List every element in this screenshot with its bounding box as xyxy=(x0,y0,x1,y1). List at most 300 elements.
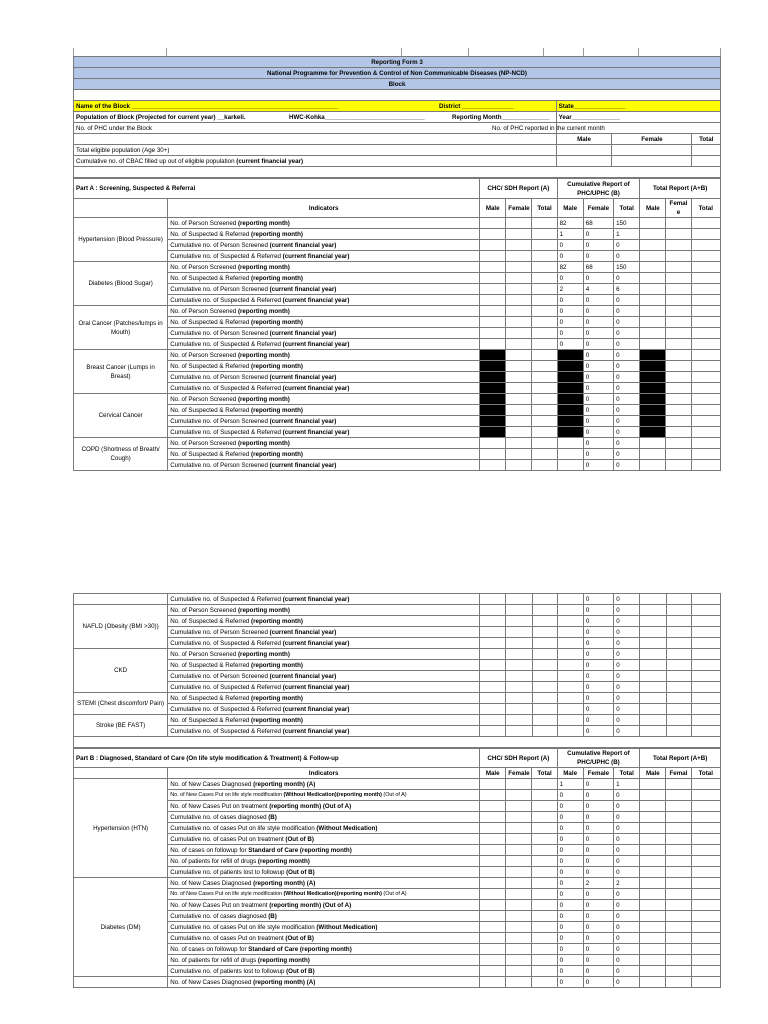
value-cell-total-ab[interactable] xyxy=(691,823,720,834)
value-cell-total-a[interactable] xyxy=(532,933,557,944)
value-cell-male-ab[interactable] xyxy=(640,460,666,471)
value-cell-total-b[interactable]: 0 xyxy=(614,922,640,933)
value-cell-female-ab[interactable] xyxy=(666,966,691,977)
value-cell-total-ab[interactable] xyxy=(691,306,720,317)
value-cell-male-b[interactable]: 1 xyxy=(557,229,583,240)
value-cell-total-b[interactable]: 0 xyxy=(614,704,640,715)
value-cell-male-a[interactable] xyxy=(480,616,506,627)
value-cell-total-ab[interactable] xyxy=(691,240,720,251)
value-cell-male-ab[interactable] xyxy=(640,801,666,812)
value-cell-female-ab[interactable] xyxy=(666,715,691,726)
value-cell-female-a[interactable] xyxy=(506,900,532,911)
value-cell-total-ab[interactable] xyxy=(691,317,720,328)
value-cell-male-b[interactable]: 82 xyxy=(557,262,583,273)
value-cell-total-ab[interactable] xyxy=(691,845,720,856)
value-cell-total-b[interactable]: 0 xyxy=(614,812,640,823)
value-cell-total-ab[interactable] xyxy=(691,251,720,262)
value-cell-total-b[interactable]: 0 xyxy=(614,660,640,671)
value-cell-male-ab[interactable] xyxy=(640,317,666,328)
value-cell-total-a[interactable] xyxy=(532,911,557,922)
value-cell-female-b[interactable]: 0 xyxy=(583,449,613,460)
value-cell-male-ab[interactable] xyxy=(640,911,666,922)
value-cell-female-ab[interactable] xyxy=(666,627,691,638)
value-cell-female-a[interactable] xyxy=(506,350,532,361)
value-cell-male-a[interactable] xyxy=(480,251,506,262)
value-cell-male-a[interactable] xyxy=(480,801,506,812)
value-cell-total-ab[interactable] xyxy=(691,328,720,339)
value-cell-female-ab[interactable] xyxy=(666,284,691,295)
value-cell-male-b[interactable]: 0 xyxy=(557,834,583,845)
value-cell-female-a[interactable] xyxy=(506,726,532,737)
value-cell-total-a[interactable] xyxy=(532,394,557,405)
value-cell-female-b[interactable]: 0 xyxy=(583,911,613,922)
value-cell-male-ab[interactable] xyxy=(640,726,666,737)
value-cell-male-ab[interactable] xyxy=(640,812,666,823)
value-cell-female-b[interactable]: 0 xyxy=(583,229,613,240)
value-cell-total-ab[interactable] xyxy=(691,779,720,790)
value-cell-male-a[interactable] xyxy=(480,867,506,878)
value-cell-female-ab[interactable] xyxy=(666,438,691,449)
value-cell-total-ab[interactable] xyxy=(691,660,720,671)
value-cell-female-a[interactable] xyxy=(506,977,532,988)
value-cell-female-ab[interactable] xyxy=(666,383,691,394)
value-cell-total-a[interactable] xyxy=(532,350,557,361)
value-cell-male-a[interactable] xyxy=(480,944,506,955)
value-cell-total-b[interactable]: 0 xyxy=(614,251,640,262)
value-cell-male-a[interactable] xyxy=(480,605,506,616)
value-cell-total-ab[interactable] xyxy=(691,922,720,933)
value-cell-female-ab[interactable] xyxy=(666,460,691,471)
value-cell-male-a[interactable] xyxy=(480,779,506,790)
value-cell[interactable]: 0 xyxy=(583,594,613,605)
value-cell-male-a[interactable] xyxy=(480,671,506,682)
value-cell-female-a[interactable] xyxy=(506,460,532,471)
value-cell-male-b[interactable]: 0 xyxy=(557,977,583,988)
value-cell-total-a[interactable] xyxy=(532,218,557,229)
value-cell-female-b[interactable]: 0 xyxy=(583,922,613,933)
value-cell-male-a[interactable] xyxy=(480,704,506,715)
value-cell-female-b[interactable]: 0 xyxy=(583,372,613,383)
value-cell-male-ab[interactable] xyxy=(640,867,666,878)
value-cell-male-b[interactable]: 0 xyxy=(557,845,583,856)
value-cell-total-b[interactable]: 0 xyxy=(614,317,640,328)
value-cell-total-ab[interactable] xyxy=(691,671,720,682)
value-cell-total-b[interactable]: 0 xyxy=(614,394,640,405)
value-cell-female-a[interactable] xyxy=(506,317,532,328)
value-cell-total-b[interactable]: 0 xyxy=(614,889,640,900)
value-cell-female-a[interactable] xyxy=(506,955,532,966)
value-cell-male-a[interactable] xyxy=(480,790,506,801)
value-cell-male-b[interactable] xyxy=(557,726,583,737)
value-cell-male-b[interactable]: 0 xyxy=(557,240,583,251)
value-cell-female-b[interactable]: 0 xyxy=(583,715,613,726)
value-cell-male-b[interactable] xyxy=(557,660,583,671)
value-cell-male-b[interactable]: 0 xyxy=(557,823,583,834)
value-cell-male-a[interactable] xyxy=(480,682,506,693)
value-cell-total-b[interactable]: 0 xyxy=(614,682,640,693)
value-cell-female-ab[interactable] xyxy=(666,229,691,240)
value-cell-male-b[interactable]: 0 xyxy=(557,856,583,867)
value-cell-female-a[interactable] xyxy=(506,867,532,878)
value-cell-male-ab[interactable] xyxy=(640,779,666,790)
value-cell-female-b[interactable]: 0 xyxy=(583,405,613,416)
value-cell-male-ab[interactable] xyxy=(640,273,666,284)
value-cell-total-b[interactable]: 0 xyxy=(614,834,640,845)
value-cell-total-b[interactable]: 2 xyxy=(614,878,640,889)
value-cell-female-ab[interactable] xyxy=(666,328,691,339)
value-cell-female-b[interactable]: 2 xyxy=(583,878,613,889)
value-cell-total-b[interactable]: 0 xyxy=(614,449,640,460)
value-cell-total-b[interactable]: 0 xyxy=(614,790,640,801)
value-cell-female-ab[interactable] xyxy=(666,834,691,845)
value-cell-total-b[interactable]: 0 xyxy=(614,900,640,911)
value-cell-female-a[interactable] xyxy=(506,911,532,922)
value-cell-female-a[interactable] xyxy=(506,306,532,317)
value-cell-total-b[interactable]: 0 xyxy=(614,856,640,867)
value-cell-female-a[interactable] xyxy=(506,449,532,460)
value-cell-female-b[interactable]: 0 xyxy=(583,460,613,471)
hwc-field[interactable]: HWC-Kohka_____________________________ xyxy=(289,113,425,121)
value-cell-female-b[interactable]: 0 xyxy=(583,273,613,284)
value-cell-total-b[interactable]: 0 xyxy=(614,372,640,383)
value-cell-female-b[interactable]: 0 xyxy=(583,317,613,328)
value-cell-female-ab[interactable] xyxy=(666,616,691,627)
value-cell-male-b[interactable]: 0 xyxy=(557,790,583,801)
value-cell-male-ab[interactable] xyxy=(640,671,666,682)
value-cell-total-a[interactable] xyxy=(532,704,557,715)
value-cell-total-b[interactable]: 0 xyxy=(614,416,640,427)
value-cell-male-a[interactable] xyxy=(480,627,506,638)
value-cell-total-ab[interactable] xyxy=(691,812,720,823)
value-cell[interactable] xyxy=(480,594,506,605)
value-cell-female-ab[interactable] xyxy=(666,779,691,790)
value-cell-female-b[interactable]: 0 xyxy=(583,350,613,361)
value-cell-female-ab[interactable] xyxy=(666,372,691,383)
value-cell-total-b[interactable]: 0 xyxy=(614,955,640,966)
value-cell-total-ab[interactable] xyxy=(691,284,720,295)
value-cell-total-b[interactable]: 0 xyxy=(614,715,640,726)
value-cell-total-a[interactable] xyxy=(532,801,557,812)
value-cell-total-b[interactable]: 0 xyxy=(614,693,640,704)
value-cell-male-ab[interactable] xyxy=(640,616,666,627)
value-cell-total-b[interactable]: 0 xyxy=(614,438,640,449)
value-cell-total-a[interactable] xyxy=(532,900,557,911)
value-cell-female-a[interactable] xyxy=(506,649,532,660)
value-cell-male-b[interactable] xyxy=(557,638,583,649)
value-cell-total-a[interactable] xyxy=(532,649,557,660)
value-cell-total-a[interactable] xyxy=(532,229,557,240)
value-cell-total-ab[interactable] xyxy=(691,295,720,306)
value-cell-female-b[interactable]: 0 xyxy=(583,671,613,682)
value-cell-female-ab[interactable] xyxy=(666,812,691,823)
value-cell-female-b[interactable]: 0 xyxy=(583,306,613,317)
value-cell-female-b[interactable]: 0 xyxy=(583,339,613,350)
value-cell-female-a[interactable] xyxy=(506,878,532,889)
value-cell-male-b[interactable]: 0 xyxy=(557,339,583,350)
value-cell-female-b[interactable]: 0 xyxy=(583,856,613,867)
value-cell-female-a[interactable] xyxy=(506,889,532,900)
value-cell-male-ab[interactable] xyxy=(640,889,666,900)
value-cell-male-a[interactable] xyxy=(480,295,506,306)
value-cell-total-a[interactable] xyxy=(532,812,557,823)
value-cell-female-ab[interactable] xyxy=(666,339,691,350)
value-cell-male-ab[interactable] xyxy=(640,878,666,889)
value-cell-total-a[interactable] xyxy=(532,867,557,878)
value-cell-total-a[interactable] xyxy=(532,790,557,801)
value-cell-male-b[interactable] xyxy=(557,605,583,616)
value-cell-total-ab[interactable] xyxy=(691,616,720,627)
value-cell-female-a[interactable] xyxy=(506,273,532,284)
value-cell-total-ab[interactable] xyxy=(691,627,720,638)
value-cell-total-a[interactable] xyxy=(532,295,557,306)
value-cell-male-ab[interactable] xyxy=(640,328,666,339)
value-cell-female-a[interactable] xyxy=(506,660,532,671)
value-cell-total-ab[interactable] xyxy=(691,682,720,693)
value-cell-total-a[interactable] xyxy=(532,845,557,856)
value-cell-male-ab[interactable] xyxy=(640,845,666,856)
value-cell-total-b[interactable]: 0 xyxy=(614,944,640,955)
value-cell-male-a[interactable] xyxy=(480,660,506,671)
value-cell-male-b[interactable]: 0 xyxy=(557,955,583,966)
value-cell-total-b[interactable]: 0 xyxy=(614,823,640,834)
value-cell-total-a[interactable] xyxy=(532,779,557,790)
year-field[interactable]: Year______________ xyxy=(556,112,720,123)
value-cell-total-ab[interactable] xyxy=(691,955,720,966)
value-cell-male-b[interactable]: 0 xyxy=(557,966,583,977)
value-cell-total-a[interactable] xyxy=(532,922,557,933)
value-cell-female-b[interactable]: 0 xyxy=(583,726,613,737)
value-cell-female-b[interactable]: 0 xyxy=(583,779,613,790)
value-cell-female-b[interactable]: 0 xyxy=(583,649,613,660)
value-cell-male-ab[interactable] xyxy=(640,977,666,988)
value-cell-male-b[interactable]: 0 xyxy=(557,801,583,812)
value-cell-female-ab[interactable] xyxy=(666,922,691,933)
value-cell-female-b[interactable]: 0 xyxy=(583,383,613,394)
value-cell-total-ab[interactable] xyxy=(691,649,720,660)
value-cell-total-ab[interactable] xyxy=(691,427,720,438)
value-cell-male-a[interactable] xyxy=(480,306,506,317)
value-cell-male-ab[interactable] xyxy=(640,693,666,704)
value-cell-total-b[interactable]: 0 xyxy=(614,339,640,350)
value-cell-total-b[interactable]: 0 xyxy=(614,867,640,878)
value-cell-female-a[interactable] xyxy=(506,966,532,977)
value-cell-male-b[interactable] xyxy=(557,671,583,682)
value-cell-total-a[interactable] xyxy=(532,889,557,900)
value-cell-female-a[interactable] xyxy=(506,944,532,955)
value-cell-female-a[interactable] xyxy=(506,605,532,616)
value-cell-total-b[interactable]: 0 xyxy=(614,427,640,438)
value-cell-total-b[interactable]: 0 xyxy=(614,273,640,284)
value-cell-female-a[interactable] xyxy=(506,240,532,251)
value-cell-total-a[interactable] xyxy=(532,977,557,988)
value-cell-female-a[interactable] xyxy=(506,682,532,693)
value-cell-male-a[interactable] xyxy=(480,649,506,660)
value-cell-male-ab[interactable] xyxy=(640,438,666,449)
value-cell-male-b[interactable] xyxy=(557,693,583,704)
value-cell-male-b[interactable] xyxy=(557,682,583,693)
value-cell-total-a[interactable] xyxy=(532,416,557,427)
value-cell-female-a[interactable] xyxy=(506,922,532,933)
value-cell-female-ab[interactable] xyxy=(666,660,691,671)
value-cell-total-b[interactable]: 0 xyxy=(614,328,640,339)
value-cell-total-a[interactable] xyxy=(532,460,557,471)
value-cell-total-b[interactable]: 0 xyxy=(614,649,640,660)
value-cell-male-b[interactable] xyxy=(557,449,583,460)
value-cell-female-a[interactable] xyxy=(506,834,532,845)
value-cell-total-ab[interactable] xyxy=(691,638,720,649)
value-cell-female-ab[interactable] xyxy=(666,955,691,966)
value-cell-total-a[interactable] xyxy=(532,605,557,616)
value-cell-total-b[interactable]: 6 xyxy=(614,284,640,295)
value-cell-female-b[interactable]: 0 xyxy=(583,900,613,911)
value-cell-total-b[interactable]: 150 xyxy=(614,218,640,229)
value-cell-total-ab[interactable] xyxy=(691,715,720,726)
value-cell-male-a[interactable] xyxy=(480,460,506,471)
value-cell-male-a[interactable] xyxy=(480,966,506,977)
value-cell-total-a[interactable] xyxy=(532,372,557,383)
value-cell-female-b[interactable]: 0 xyxy=(583,638,613,649)
value-cell-male-a[interactable] xyxy=(480,955,506,966)
value-cell-female-a[interactable] xyxy=(506,394,532,405)
value-cell-total-a[interactable] xyxy=(532,856,557,867)
value-cell-total-b[interactable]: 0 xyxy=(614,966,640,977)
value-cell-total-a[interactable] xyxy=(532,944,557,955)
value-cell-male-ab[interactable] xyxy=(640,649,666,660)
value-cell-female-ab[interactable] xyxy=(666,933,691,944)
value-cell-total-b[interactable]: 0 xyxy=(614,361,640,372)
value-cell-female-b[interactable]: 0 xyxy=(583,845,613,856)
district-field[interactable]: District _______________ xyxy=(439,102,514,110)
value-cell-total-ab[interactable] xyxy=(691,394,720,405)
value-cell[interactable] xyxy=(532,594,557,605)
value-cell[interactable] xyxy=(691,594,720,605)
value-cell-male-a[interactable] xyxy=(480,834,506,845)
value-cell-male-ab[interactable] xyxy=(640,339,666,350)
value-cell-female-ab[interactable] xyxy=(666,704,691,715)
value-cell-total-ab[interactable] xyxy=(691,605,720,616)
value-cell-female-ab[interactable] xyxy=(666,944,691,955)
value-cell-total-ab[interactable] xyxy=(691,405,720,416)
value-cell-male-a[interactable] xyxy=(480,922,506,933)
value-cell-male-a[interactable] xyxy=(480,977,506,988)
value-cell-male-a[interactable] xyxy=(480,856,506,867)
value-cell-male-ab[interactable] xyxy=(640,933,666,944)
value-cell-total-a[interactable] xyxy=(532,405,557,416)
value-cell-male-b[interactable] xyxy=(557,649,583,660)
value-cell-female-a[interactable] xyxy=(506,790,532,801)
value-cell-female-a[interactable] xyxy=(506,284,532,295)
value-cell-female-b[interactable]: 68 xyxy=(583,262,613,273)
value-cell-male-a[interactable] xyxy=(480,900,506,911)
value-cell-male-ab[interactable] xyxy=(640,262,666,273)
value-cell-total-a[interactable] xyxy=(532,878,557,889)
value-cell-total-a[interactable] xyxy=(532,317,557,328)
value-cell-male-ab[interactable] xyxy=(640,284,666,295)
value-cell-female-b[interactable]: 0 xyxy=(583,801,613,812)
value-cell-female-b[interactable]: 0 xyxy=(583,693,613,704)
value-cell-total-ab[interactable] xyxy=(691,361,720,372)
value-cell-male-b[interactable] xyxy=(557,704,583,715)
value-cell-female-b[interactable]: 0 xyxy=(583,438,613,449)
value-cell-total-a[interactable] xyxy=(532,627,557,638)
value-cell-female-a[interactable] xyxy=(506,295,532,306)
value-cell-total-a[interactable] xyxy=(532,273,557,284)
value-cell-male-b[interactable]: 2 xyxy=(557,284,583,295)
value-cell-total-a[interactable] xyxy=(532,361,557,372)
value-cell-total-b[interactable]: 0 xyxy=(614,295,640,306)
value-cell-male-b[interactable]: 0 xyxy=(557,889,583,900)
value-cell-male-ab[interactable] xyxy=(640,218,666,229)
value-cell-total-ab[interactable] xyxy=(691,966,720,977)
value-cell-female-a[interactable] xyxy=(506,438,532,449)
value-cell-female-a[interactable] xyxy=(506,704,532,715)
value-cell-male-ab[interactable] xyxy=(640,834,666,845)
value-cell-female-a[interactable] xyxy=(506,405,532,416)
value-cell-female-ab[interactable] xyxy=(666,317,691,328)
value-cell-female-ab[interactable] xyxy=(666,273,691,284)
value-cell-female-ab[interactable] xyxy=(666,427,691,438)
value-cell-total-ab[interactable] xyxy=(691,726,720,737)
block-name-field[interactable]: Name of the Block ____________________________________________________________ District _______________ xyxy=(74,101,557,112)
value-cell-female-ab[interactable] xyxy=(666,671,691,682)
value-cell-female-b[interactable]: 0 xyxy=(583,682,613,693)
value-cell-female-b[interactable]: 0 xyxy=(583,867,613,878)
value-cell-male-b[interactable]: 0 xyxy=(557,922,583,933)
value-cell-female-ab[interactable] xyxy=(666,801,691,812)
value-cell-total-a[interactable] xyxy=(532,682,557,693)
value-cell-male-a[interactable] xyxy=(480,933,506,944)
value-cell-total-b[interactable]: 1 xyxy=(614,779,640,790)
value-cell-total-b[interactable]: 0 xyxy=(614,911,640,922)
value-cell-male-b[interactable]: 1 xyxy=(557,779,583,790)
value-cell-male-a[interactable] xyxy=(480,715,506,726)
value-cell-male-ab[interactable] xyxy=(640,240,666,251)
value-cell-total-ab[interactable] xyxy=(691,350,720,361)
value-cell-total-b[interactable]: 0 xyxy=(614,350,640,361)
value-cell-male-a[interactable] xyxy=(480,889,506,900)
value-cell-female-ab[interactable] xyxy=(666,856,691,867)
value-cell-male-b[interactable]: 0 xyxy=(557,328,583,339)
value-cell-total-a[interactable] xyxy=(532,284,557,295)
value-cell-male-ab[interactable] xyxy=(640,823,666,834)
value-cell-male-a[interactable] xyxy=(480,218,506,229)
value-cell-female-a[interactable] xyxy=(506,427,532,438)
value-cell-total-b[interactable]: 0 xyxy=(614,977,640,988)
value-cell-total-ab[interactable] xyxy=(691,273,720,284)
value-cell-total-ab[interactable] xyxy=(691,449,720,460)
value-cell-female-ab[interactable] xyxy=(666,306,691,317)
value-cell-female-b[interactable]: 0 xyxy=(583,427,613,438)
value-cell-total-a[interactable] xyxy=(532,671,557,682)
value-cell-female-ab[interactable] xyxy=(666,726,691,737)
value-cell-male-ab[interactable] xyxy=(640,449,666,460)
value-cell-total-ab[interactable] xyxy=(691,933,720,944)
value-cell-total-ab[interactable] xyxy=(691,372,720,383)
value-cell-total-a[interactable] xyxy=(532,955,557,966)
value-cell-male-a[interactable] xyxy=(480,911,506,922)
value-cell-total-ab[interactable] xyxy=(691,977,720,988)
value-cell-male-b[interactable]: 0 xyxy=(557,878,583,889)
value-cell-female-b[interactable]: 4 xyxy=(583,284,613,295)
reporting-month-field[interactable]: Reporting Month______________ xyxy=(452,113,550,121)
value-cell-male-ab[interactable] xyxy=(640,605,666,616)
value-cell-male-b[interactable]: 0 xyxy=(557,306,583,317)
value-cell-female-b[interactable]: 0 xyxy=(583,295,613,306)
value-cell-total-ab[interactable] xyxy=(691,790,720,801)
value-cell-female-a[interactable] xyxy=(506,801,532,812)
value-cell-male-ab[interactable] xyxy=(640,627,666,638)
value-cell-total-a[interactable] xyxy=(532,693,557,704)
